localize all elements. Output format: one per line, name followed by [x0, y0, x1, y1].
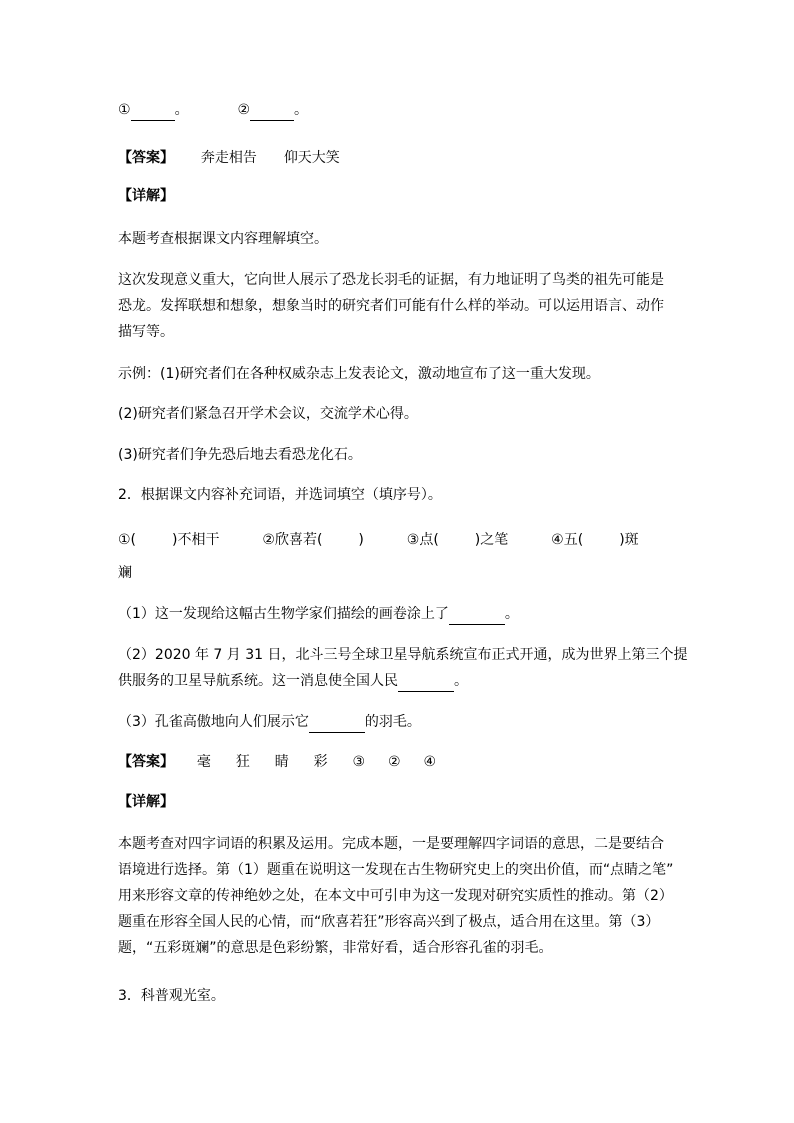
detail-label: 【详解】 [118, 794, 174, 810]
blank-mark-2: ② [237, 102, 251, 118]
answer-label: 【答案】 [118, 754, 174, 770]
word-item-2-start: ②欣喜若( [262, 532, 323, 548]
answer-word-3: 睛 [274, 754, 289, 770]
answer-blank-1 [131, 100, 175, 121]
blank-period-2: 。 [294, 102, 309, 118]
q2-sentence-2-line-2: 供服务的卫星导航系统。这一消息使全国人民 。 [118, 671, 468, 692]
word-item-3-end: )之笔 [474, 532, 509, 548]
q1-blanks-line [118, 100, 308, 121]
blank-period-1: 。 [174, 102, 189, 118]
detail-2-line-2: 语境进行选择。第（1）题重在说明这一发现在古生物研究史上的突出价值，而“点睛之笔” [118, 862, 674, 878]
answer-word-2: 狂 [235, 754, 250, 770]
q2-sentence-3: （3）孔雀高傲地向人们展示它 的羽毛。 [118, 712, 421, 733]
detail-2-line-5: 题，“五彩斑斓”的意思是色彩纷繁，非常好看，适合形容孔雀的羽毛。 [118, 940, 553, 956]
answer-number-3: ④ [423, 754, 437, 770]
sentence-1-blank [449, 604, 505, 625]
q2-sentence-2-line-1: （2）2020 年 7 月 31 日，北斗三号全球卫星导航系统宣布正式开通，成为世界上第三个提 [118, 647, 688, 663]
detail-paragraph-2-line-2: 恐龙。发挥联想和想象，想象当时的研究者们可能有什么样的举动。可以运用语言、动作 [118, 298, 664, 314]
example-1: 示例：(1)研究者们在各种权威杂志上发表论文，激动地宣布了这一重大发现。 [118, 366, 600, 382]
sentence-2-blank [398, 671, 454, 692]
detail-label: 【详解】 [118, 188, 174, 204]
answer-word-1: 毫 [196, 754, 211, 770]
detail-2-line-3: 用来形容文章的传神绝妙之处，在本文中可引申为这一发现对研究实质性的推动。第（2） [118, 888, 673, 904]
word-item-3-start: ③点( [406, 532, 439, 548]
answer-2-line [118, 752, 436, 772]
q2-sentence-1: （1）这一发现给这幅古生物学家们描绘的画卷涂上了 。 [118, 604, 519, 625]
answer-value-2: 仰天大笑 [283, 150, 340, 166]
example-2: (2)研究者们紧急召开学术会议，交流学术心得。 [118, 406, 418, 422]
word-item-4-end: )斑 [619, 532, 639, 548]
answer-1-line [118, 148, 340, 168]
detail-paragraph-1: 本题考查根据课文内容理解填空。 [118, 231, 328, 247]
word-item-1-start: ①( [118, 532, 137, 548]
answer-number-1: ③ [352, 754, 366, 770]
detail-paragraph-2-line-1: 这次发现意义重大，它向世人展示了恐龙长羽毛的证据，有力地证明了鸟类的祖先可能是 [118, 272, 664, 288]
question-2-title: 2．根据课文内容补充词语，并选词填空（填序号）。 [118, 487, 442, 503]
detail-2-line-4: 题重在形容全国人民的心情，而“欣喜若狂”形容高兴到了极点，适合用在这里。第（3） [118, 914, 660, 930]
q2-word-items [118, 530, 639, 550]
detail-2-line-1: 本题考查对四字词语的积累及运用。完成本题，一是要理解四字词语的意思，二是要结合 [118, 836, 664, 852]
question-3-title: 3．科普观光室。 [118, 988, 225, 1004]
word-item-4-wrap: 斓 [118, 565, 132, 581]
word-item-4-start: ④五( [551, 532, 584, 548]
sentence-3-blank [309, 712, 365, 733]
answer-value-1: 奔走相告 [200, 150, 257, 166]
answer-number-2: ② [388, 754, 401, 770]
answer-blank-2 [250, 100, 294, 121]
answer-label: 【答案】 [118, 150, 174, 166]
example-3: (3)研究者们争先恐后地去看恐龙化石。 [118, 447, 362, 463]
blank-mark-1: ① [118, 102, 131, 118]
word-item-1-end: )不相干 [172, 532, 220, 548]
word-item-2-end: ) [358, 532, 364, 548]
answer-word-4: 彩 [313, 754, 328, 770]
detail-paragraph-2-line-3: 描写等。 [118, 324, 174, 340]
